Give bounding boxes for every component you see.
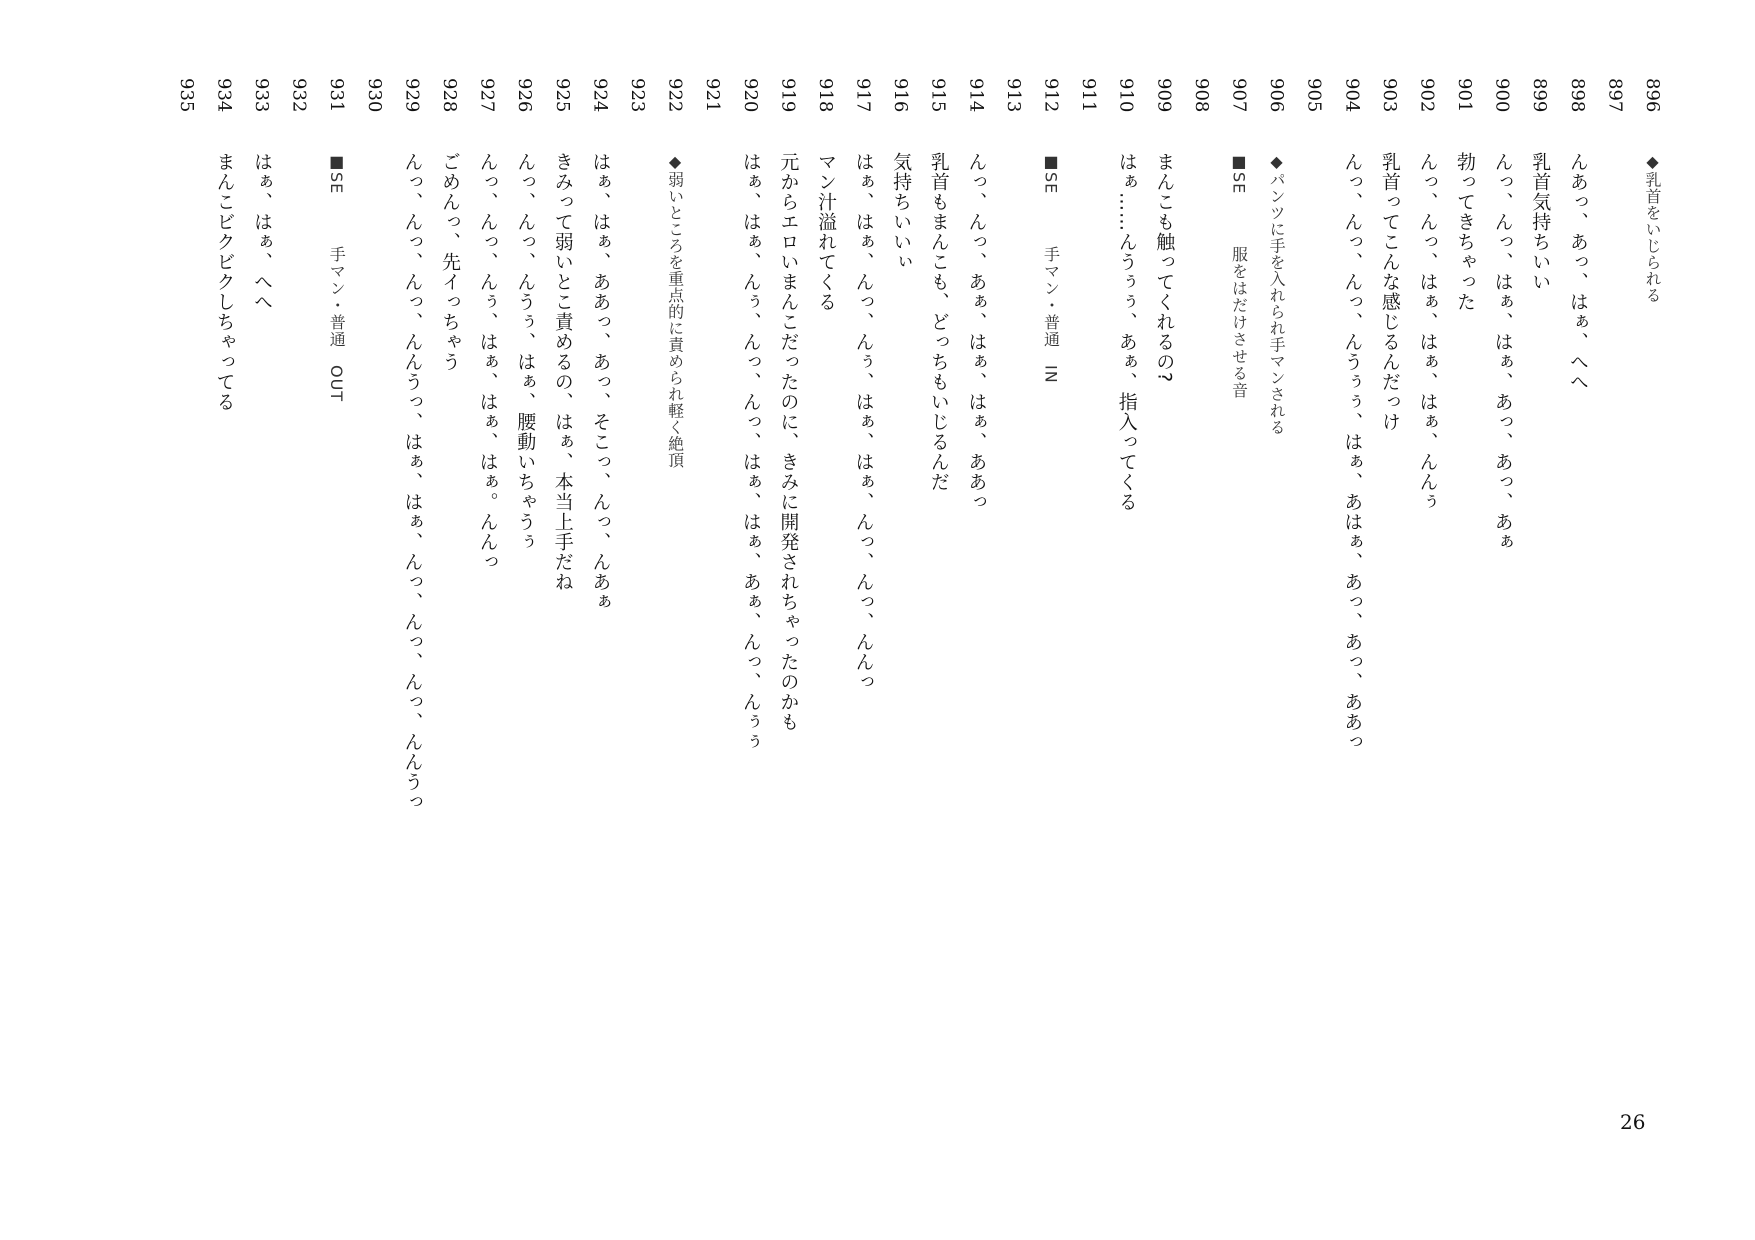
line-number: 905 bbox=[1303, 78, 1325, 113]
line-number: 902 bbox=[1416, 78, 1438, 113]
line-number: 909 bbox=[1153, 78, 1175, 113]
script-line bbox=[656, 78, 694, 1138]
script-line bbox=[1257, 78, 1295, 1138]
line-number: 933 bbox=[251, 78, 273, 113]
line-number: 907 bbox=[1228, 78, 1250, 113]
script-line bbox=[280, 78, 318, 1138]
script-line bbox=[994, 78, 1032, 1138]
dialogue-text: 乳首ってこんな感じるんだっけ bbox=[1378, 152, 1401, 432]
script-line bbox=[242, 78, 280, 1138]
dialogue-text: んっ、んっ、んぅ、はぁ、はぁ、はぁ。んんっ bbox=[476, 152, 499, 572]
line-number: 925 bbox=[551, 78, 573, 113]
line-number: 929 bbox=[401, 78, 423, 113]
se-tag: ■SE bbox=[1229, 152, 1249, 195]
line-number: 922 bbox=[664, 78, 686, 113]
scene-heading: ◆弱いところを重点的に責められ軽く絶頂 bbox=[665, 152, 685, 469]
line-number: 934 bbox=[213, 78, 235, 113]
line-number: 911 bbox=[1078, 78, 1100, 113]
dialogue-text: 気持ちいいぃ bbox=[890, 152, 913, 272]
dialogue-text: んっ、んっ、んっ、んんうっ、はぁ、はぁ、んっ、んっ、んっ、んんうっ bbox=[401, 152, 424, 812]
line-number: 926 bbox=[514, 78, 536, 113]
line-number: 928 bbox=[439, 78, 460, 113]
line-number: 927 bbox=[476, 78, 498, 113]
script-line bbox=[1295, 78, 1333, 1138]
sound-effect-cue bbox=[318, 152, 356, 402]
line-number: 921 bbox=[702, 78, 724, 113]
dialogue-text: マン汁溢れてくる bbox=[814, 152, 837, 312]
line-number: 897 bbox=[1604, 78, 1626, 113]
script-line bbox=[1333, 78, 1371, 1138]
script-line bbox=[769, 78, 807, 1138]
se-description: 服をはだけさせる音 bbox=[1229, 246, 1249, 400]
se-tag: ■SE bbox=[1041, 152, 1061, 195]
script-line bbox=[1107, 78, 1145, 1138]
scene-heading: ◆パンツに手を入れられ手マンされる bbox=[1267, 152, 1287, 436]
line-number: 912 bbox=[1040, 78, 1062, 113]
script-line bbox=[506, 78, 544, 1138]
line-number: 920 bbox=[739, 78, 761, 113]
se-tag: ■SE bbox=[327, 152, 347, 195]
dialogue-text: んっ、んっ、んっ、んうぅぅ、はぁ、あはぁ、あっ、あっ、ああっ bbox=[1341, 152, 1364, 752]
script-line bbox=[167, 78, 205, 1138]
script-line bbox=[1596, 78, 1634, 1138]
script-line bbox=[844, 78, 882, 1138]
dialogue-text: んっ、んっ、あぁ、はぁ、はぁ、ああっ bbox=[965, 152, 988, 512]
dialogue-text: 乳首もまんこも、どっちもいじるんだ bbox=[927, 152, 950, 492]
dialogue-text: んっ、んっ、はぁ、はぁ、はぁ、んんぅ bbox=[1416, 152, 1439, 512]
line-number: 935 bbox=[175, 78, 197, 113]
dialogue-text: はぁ、はぁ、へへ bbox=[251, 152, 274, 312]
script-line bbox=[355, 78, 393, 1138]
line-number: 896 bbox=[1642, 78, 1663, 113]
script-line bbox=[581, 78, 619, 1138]
script-line bbox=[543, 78, 581, 1138]
scene-heading: ◆乳首をいじられる bbox=[1643, 152, 1662, 304]
line-number: 915 bbox=[927, 78, 949, 113]
sound-effect-cue bbox=[1032, 152, 1070, 384]
line-number: 916 bbox=[890, 78, 912, 113]
line-number: 910 bbox=[1115, 78, 1137, 113]
dialogue-text: はぁ、はぁ、んっ、んぅ、はぁ、はぁ、んっ、んっ、んんっ bbox=[852, 152, 875, 692]
dialogue-text: 元からエロいまんこだったのに、きみに開発されちゃったのかも bbox=[777, 152, 800, 732]
script-line bbox=[1633, 78, 1671, 1138]
script-line bbox=[205, 78, 243, 1138]
line-number: 914 bbox=[965, 78, 987, 113]
dialogue-text: まんこも触ってくれるの? bbox=[1153, 152, 1176, 384]
script-line bbox=[1521, 78, 1559, 1138]
dialogue-text: ごめんっ、先イっちゃう bbox=[439, 152, 461, 372]
line-number: 932 bbox=[288, 78, 310, 113]
script-line bbox=[882, 78, 920, 1138]
dialogue-text: んっ、んっ、んうぅ、はぁ、腰動いちゃうぅ bbox=[514, 152, 537, 552]
dialogue-text: はぁ……んうぅぅ、あぁ、指入ってくる bbox=[1115, 152, 1138, 512]
script-line bbox=[1145, 78, 1183, 1138]
script-line bbox=[694, 78, 732, 1138]
line-number: 898 bbox=[1566, 78, 1588, 113]
script-line bbox=[1408, 78, 1446, 1138]
dialogue-text: まんこビクビクしちゃってる bbox=[213, 152, 236, 412]
script-line bbox=[1445, 78, 1483, 1138]
dialogue-text: はぁ、はぁ、んぅ、んっ、んっ、はぁ、はぁ、あぁ、んっ、んぅぅ bbox=[739, 152, 762, 752]
dialogue-text: 乳首気持ちいい bbox=[1529, 152, 1552, 292]
dialogue-text: んっ、んっ、はぁ、はぁ、あっ、あっ、あぁ bbox=[1491, 152, 1514, 552]
line-number: 923 bbox=[626, 78, 648, 113]
script-line bbox=[1370, 78, 1408, 1138]
line-number: 899 bbox=[1529, 78, 1551, 113]
line-number: 901 bbox=[1454, 78, 1476, 113]
script-line bbox=[1070, 78, 1108, 1138]
line-number: 903 bbox=[1378, 78, 1400, 113]
script-line bbox=[1220, 78, 1258, 1138]
dialogue-text: きみって弱いとこ責めるの、はぁ、本当上手だね bbox=[551, 152, 574, 592]
dialogue-text: んあっ、あっ、はぁ、へへ bbox=[1566, 152, 1589, 392]
script-line bbox=[1032, 78, 1070, 1138]
script-line bbox=[618, 78, 656, 1138]
script-line bbox=[1558, 78, 1596, 1138]
page-number: 26 bbox=[1620, 1110, 1646, 1134]
script-line bbox=[806, 78, 844, 1138]
dialogue-text: 勃ってきちゃった bbox=[1454, 152, 1477, 312]
script-line bbox=[430, 78, 468, 1138]
line-number: 931 bbox=[326, 78, 348, 113]
script-line bbox=[1182, 78, 1220, 1138]
line-number: 919 bbox=[777, 78, 799, 113]
line-number: 918 bbox=[814, 78, 836, 113]
script-line bbox=[393, 78, 431, 1138]
script-line bbox=[468, 78, 506, 1138]
line-number: 906 bbox=[1266, 78, 1288, 113]
line-number: 924 bbox=[589, 78, 611, 113]
script-lines bbox=[167, 78, 1671, 1138]
line-number: 900 bbox=[1491, 78, 1513, 113]
script-line bbox=[1483, 78, 1521, 1138]
line-number: 913 bbox=[1002, 78, 1024, 113]
script-line bbox=[318, 78, 356, 1138]
script-line bbox=[919, 78, 957, 1138]
se-description: 手マン・普通 IN bbox=[1041, 246, 1061, 384]
script-line bbox=[957, 78, 995, 1138]
script-line bbox=[731, 78, 769, 1138]
line-number: 930 bbox=[363, 78, 385, 113]
line-number: 908 bbox=[1190, 78, 1212, 113]
line-number: 904 bbox=[1341, 78, 1363, 113]
line-number: 917 bbox=[852, 78, 874, 113]
se-description: 手マン・普通 OUT bbox=[327, 246, 347, 403]
sound-effect-cue bbox=[1220, 152, 1258, 399]
dialogue-text: はぁ、はぁ、ああっ、あっ、そこっ、んっ、んあぁ bbox=[589, 152, 612, 612]
